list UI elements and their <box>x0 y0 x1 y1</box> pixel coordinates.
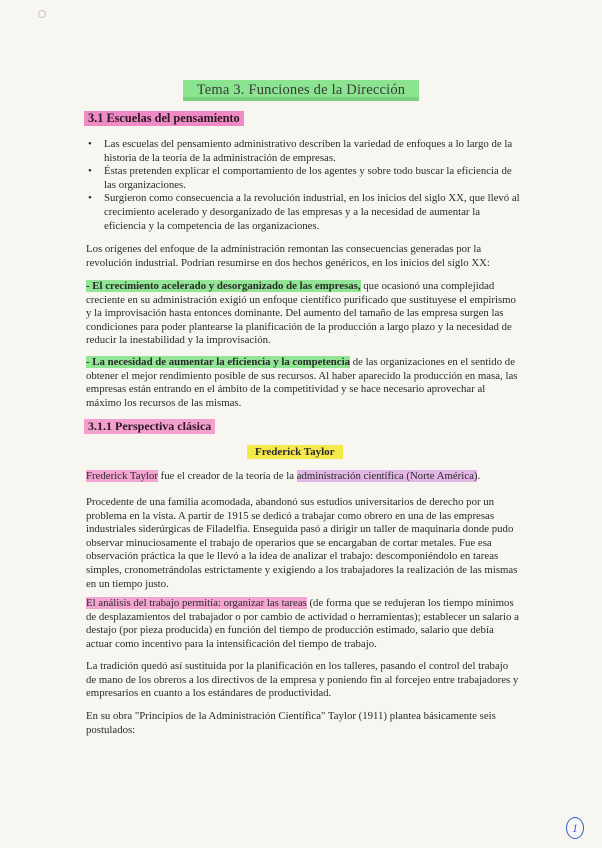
bullet-item: • Las escuelas del pensamiento administrativo describen la variedad de enfoques a lo largo de la historia de la teoría de la administración de empresas. <box>86 138 520 165</box>
punch-hole-mark <box>38 10 46 18</box>
title-container <box>0 80 602 101</box>
bullet-list <box>86 138 520 233</box>
analysis-paragraph <box>86 597 520 651</box>
taylor-intro-end: . <box>477 470 481 482</box>
taylor-intro-paragraph <box>86 470 520 484</box>
taylor-intro-middle: fue el creador de la teoría de la <box>157 470 297 482</box>
principles-paragraph: En su obra "Principios de la Administración Científica" Taylor (1911) plantea básicamente seis postulados: <box>86 710 496 736</box>
taylor-intro-highlight: administración científica (Norte América) <box>296 470 478 482</box>
bullet-item: • Éstas pretenden explicar el comportamiento de los agentes y sobre todo buscar la eficiencia de las organizaciones. <box>86 165 520 192</box>
analysis-highlight: El análisis del trabajo permitía: organizar las tareas <box>86 597 307 609</box>
point-one-text: que ocasionó una complejidad creciente en su administración exigió un enfoque científico purificado que sustituyese el empirismo y la improvisación hasta entonces dominante. Del aumento del tamaño de las empresa surgen las condiciones para poder plantearse la planificación de la producción a largo plazo y la necesidad de reducir la inestabilidad y la improvisación. <box>86 280 516 347</box>
tradition-paragraph: La tradición quedó así sustituida por la planificación en los talleres, pasando el control del trabajo de mano de los obreros a los directivos de la empresa y poniendo fin al forcejeo entre trabajadores y empresarios en cuanto a los estándares de productividad. <box>86 660 519 700</box>
page-number: 1 <box>566 817 584 839</box>
point-one-paragraph <box>86 280 520 348</box>
point-one-label: - El crecimiento acelerado y desorganizado de las empresas, <box>86 280 361 292</box>
point-two-paragraph <box>86 356 520 410</box>
document-title: Tema 3. Funciones de la Dirección <box>183 80 420 101</box>
point-two-text: de las organizaciones en el sentido de obtener el mejor rendimiento posible de sus recursos. Al haber aparecido la producción en masa, las empresas están entrando en el ámbito de la competitividad y se hace necesario aprovechar al máximo los recursos de las mismas. <box>86 356 518 409</box>
subheading-frederick-taylor: Frederick Taylor <box>247 445 343 459</box>
point-two-label: - La necesidad de aumentar la eficiencia y la competencia <box>86 356 350 368</box>
taylor-name: Frederick Taylor <box>86 470 158 482</box>
bullet-item: • Surgieron como consecuencia a la revolución industrial, en los inicios del siglo XX, que llevó al crecimiento acelerado y desorganizado de las empresas y a la necesidad de aumentar la eficiencia y la competencia de las organizaciones. <box>86 192 520 233</box>
origins-paragraph: Los orígenes del enfoque de la administración remontan las consecuencias generadas por la revolución industrial. Podrían resumirse en dos hechos genéricos, en los inicios del siglo XX: <box>86 243 490 269</box>
family-paragraph: Procedente de una familia acomodada, abandonó sus estudios universitarios de derecho por un problema en la vista. A partir de 1915 se dedicó a trabajar como obrero en una de las empresas industriales siderúrgicas de Filadelfia. Enseguida pasó a dirigir un taller de maquinaria donde pudo observar minuciosamente el trabajo de operarios que se encargaban de cortar metales. Fue esa observación práctica la que le llevó a la idea de analizar el trabajo: descomponiéndolo en tareas simples, cronometrándolas estrictamente y exigiendo a los trabajadores la realización de las mismas en un tiempo justo. <box>86 496 518 590</box>
analysis-text: (de forma que se redujeran los tiempo mínimos de desplazamientos del trabajador o por cambio de actividad o herramientas); establecer un salario a destajo (por pieza producida) en función del tiempo de producción estimado, salario que debía actuar como incentivo para la intensificación del tiempo de trabajo. <box>86 597 519 650</box>
section-heading-escuelas: 3.1 Escuelas del pensamiento <box>84 111 244 126</box>
section-heading-perspectiva: 3.1.1 Perspectiva clásica <box>84 419 215 434</box>
